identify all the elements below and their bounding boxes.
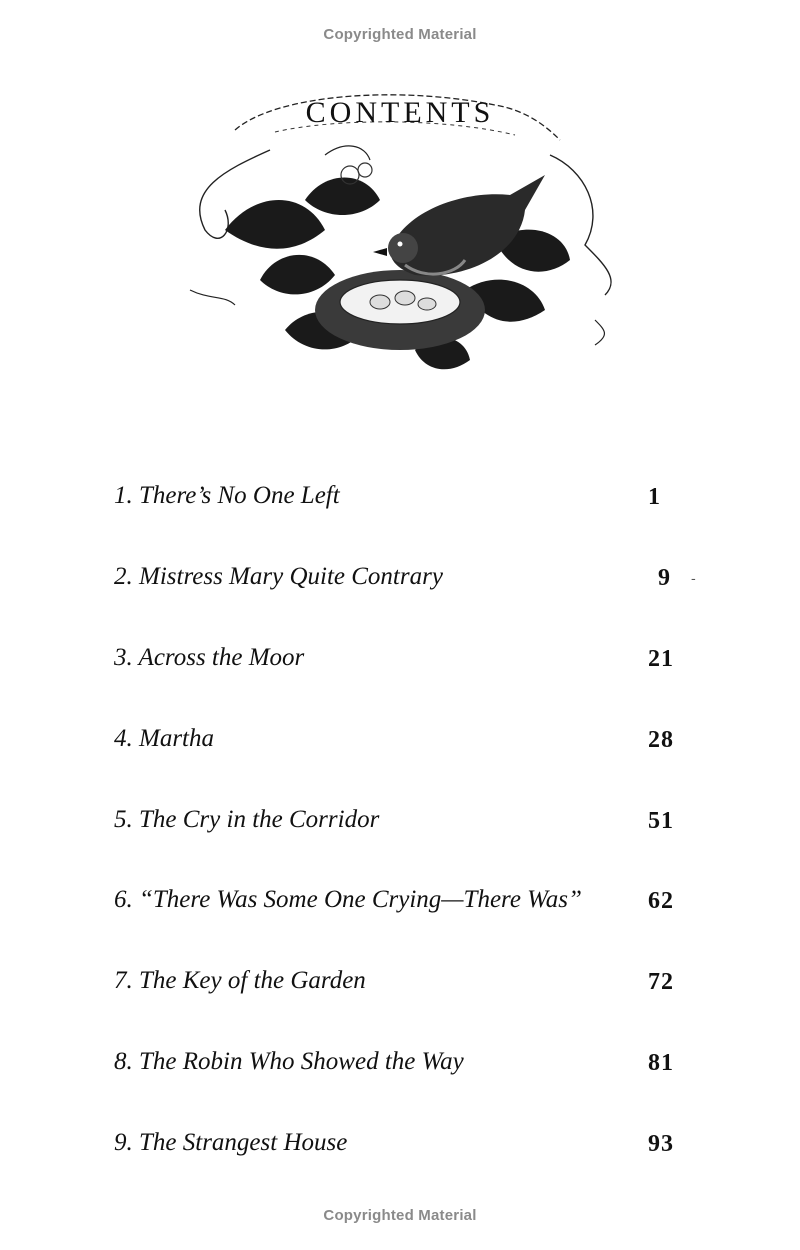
toc-entry[interactable]: [114, 719, 694, 800]
toc-entry-page: 72: [648, 969, 674, 996]
toc-entry-page: 1: [648, 484, 661, 510]
toc-entry-title: 1. There’s No One Left: [114, 482, 340, 509]
contents-header-illustration: [165, 80, 635, 390]
toc-entry[interactable]: [114, 800, 694, 881]
toc-entry-title: 3. Across the Moor: [114, 643, 305, 671]
toc-entry-title: 4. Martha: [114, 724, 214, 752]
toc-entry-title: 8. The Robin Who Showed the Way: [114, 1048, 464, 1076]
toc-entry[interactable]: [114, 1042, 694, 1123]
toc-entry[interactable]: [114, 638, 694, 719]
toc-entry[interactable]: [114, 880, 694, 961]
toc-entry-page: 21: [648, 645, 674, 672]
toc-entry-page: 9: [658, 564, 671, 591]
toc-entry[interactable]: [114, 557, 694, 638]
toc-entry-title: 7. The Key of the Garden: [114, 967, 366, 995]
toc-entry-page: 93: [648, 1131, 674, 1158]
table-of-contents: [114, 476, 694, 1204]
toc-entry[interactable]: [114, 961, 694, 1042]
toc-entry[interactable]: [114, 476, 694, 557]
stray-dash-mark: -: [691, 571, 696, 587]
toc-entry-page: 62: [648, 888, 674, 915]
robin-nest-illustration: [165, 80, 635, 390]
toc-entry[interactable]: [114, 1123, 694, 1204]
copyright-watermark-bottom: Copyrighted Material: [323, 1207, 477, 1224]
toc-entry-page: 28: [648, 726, 674, 753]
toc-entry-title: 9. The Strangest House: [114, 1129, 348, 1157]
toc-entry-page: 51: [648, 807, 674, 834]
toc-entry-page: 81: [648, 1050, 674, 1077]
toc-entry-title: 2. Mistress Mary Quite Contrary: [114, 562, 443, 590]
copyright-watermark-top: Copyrighted Material: [323, 26, 477, 43]
contents-heading: CONTENTS: [305, 96, 495, 129]
toc-entry-title: 5. The Cry in the Corridor: [114, 805, 380, 833]
toc-entry-title: 6. “There Was Some One Crying—There Was”: [114, 886, 582, 914]
